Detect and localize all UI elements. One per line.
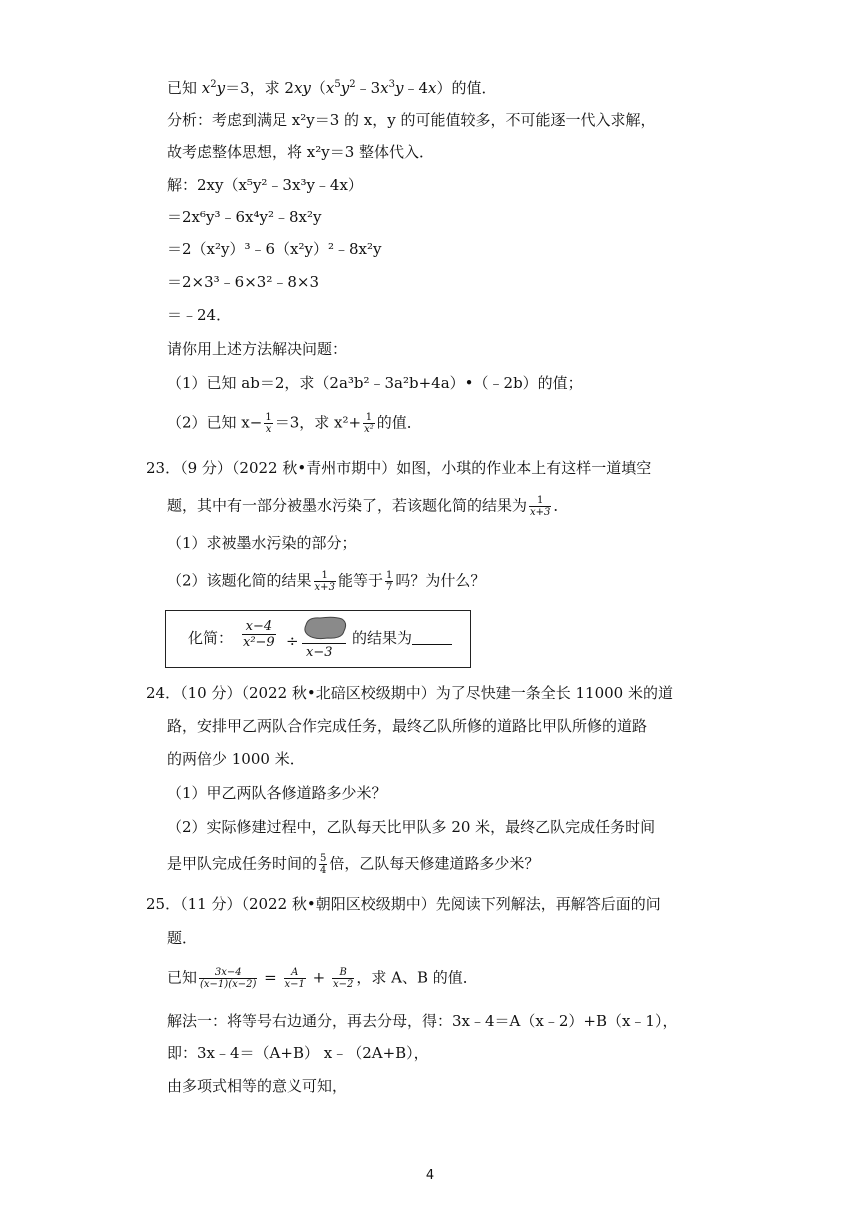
figure-fraction-1: $\frac{x-4}{\text{x²−9}}$ — [243, 619, 275, 650]
p22-question-2: （2）已知 x− $\frac{1}{x}$ ＝3，求 x²+ $\frac{1}{\text{x²}}$ 的值． — [167, 412, 422, 435]
p22-solution-step-2: ＝2（x²y）³﹣6（x²y）²﹣8x²y — [167, 240, 382, 258]
figure-divide-sign: ÷ — [286, 632, 299, 650]
p22-analysis-line-2: 故考虑整体思想，将 x²y＝3 整体代入． — [167, 143, 435, 161]
p22-solution-head: 解：2xy（x⁵y²﹣3x³y﹣4x） — [167, 176, 363, 194]
ink-stain — [302, 615, 348, 641]
p23-heading-line-1: 23．（9 分）（2022 秋•青州市期中）如图，小琪的作业本上有这样一道填空 — [146, 459, 652, 477]
p22-solution-step-3: ＝2×3³﹣6×3²﹣8×3 — [167, 273, 319, 291]
p24-heading-line-2: 路，安排甲乙两队合作完成任务，最终乙队所修的道路比甲队所修的道路 — [167, 717, 648, 735]
answer-blank — [412, 630, 452, 645]
p22-solution-step-1: ＝2x⁶y³﹣6x⁴y²﹣8x²y — [167, 208, 322, 226]
p25-heading-line-2: 题． — [167, 929, 198, 947]
p22-question-1: （1）已知 ab＝2，求（2a³b²﹣3a²b+4a）•（﹣2b）的值； — [167, 374, 583, 392]
figure-simplify-label: 化简： — [188, 630, 234, 647]
page-number: 4 — [425, 1168, 435, 1183]
p22-given: 已知 $x^2y=3$，求 $2xy(x^5y^2﹣3x^3y﹣4x)$的值． — [167, 79, 497, 97]
p23-question-1: （1）求被墨水污染的部分； — [167, 534, 357, 552]
p22-prompt: 请你用上述方法解决问题： — [167, 340, 348, 358]
p22-solution-step-4: ＝﹣24． — [167, 306, 232, 324]
p22-analysis-line-1: 分析：考虑到满足 x²y＝3 的 x，y 的可能值较多，不可能逐一代入求解， — [167, 111, 656, 129]
p24-question-2-line-1: （2）实际修建过程中，乙队每天比甲队多 20 米，最终乙队完成任务时间 — [167, 818, 656, 836]
p24-question-2-line-2: 是甲队完成任务时间的 $\frac{5}{4}$ 倍，乙队每天修建道路多少米？ — [167, 853, 540, 876]
p25-method-1-line-3: 由多项式相等的意义可知， — [167, 1077, 348, 1095]
homework-figure-box — [165, 610, 471, 668]
p25-heading-line-1: 25．（11 分）（2022 秋•朝阳区校级期中）先阅读下列解法，再解答后面的问 — [146, 895, 661, 913]
p25-method-1-line-1: 解法一：将等号右边通分，再去分母，得：3x﹣4＝A（x﹣2）+B（x﹣1）， — [167, 1012, 678, 1030]
p25-given-equation: 已知 $\frac{3x-4}{(x-1)(x-2)}$ = $\frac{A}{x-1}$ + $\frac{B}{x-2}$ ，求 A、B 的值． — [167, 967, 478, 990]
figure-result-label: 的结果为 — [352, 629, 452, 649]
p23-heading-line-2: 题，其中有一部分被墨水污染了，若该题化简的结果为 $\frac{1}{x+3}$ ． — [167, 495, 569, 518]
p24-question-1: （1）甲乙两队各修道路多少米？ — [167, 784, 387, 802]
p25-method-1-line-2: 即：3x﹣4＝（A+B） x﹣（2A+B）， — [167, 1044, 429, 1062]
p24-heading-line-1: 24．（10 分）（2022 秋•北碚区校级期中）为了尽快建一条全长 11000 米的道 — [146, 684, 673, 702]
p23-question-2: （2）该题化简的结果 $\frac{1}{x+3}$ 能等于 $\frac{1}{7}$ 吗？为什么？ — [167, 570, 486, 593]
figure-fraction-2-denominator: x−3 — [306, 645, 333, 660]
p24-heading-line-3: 的两倍少 1000 米． — [167, 750, 305, 768]
